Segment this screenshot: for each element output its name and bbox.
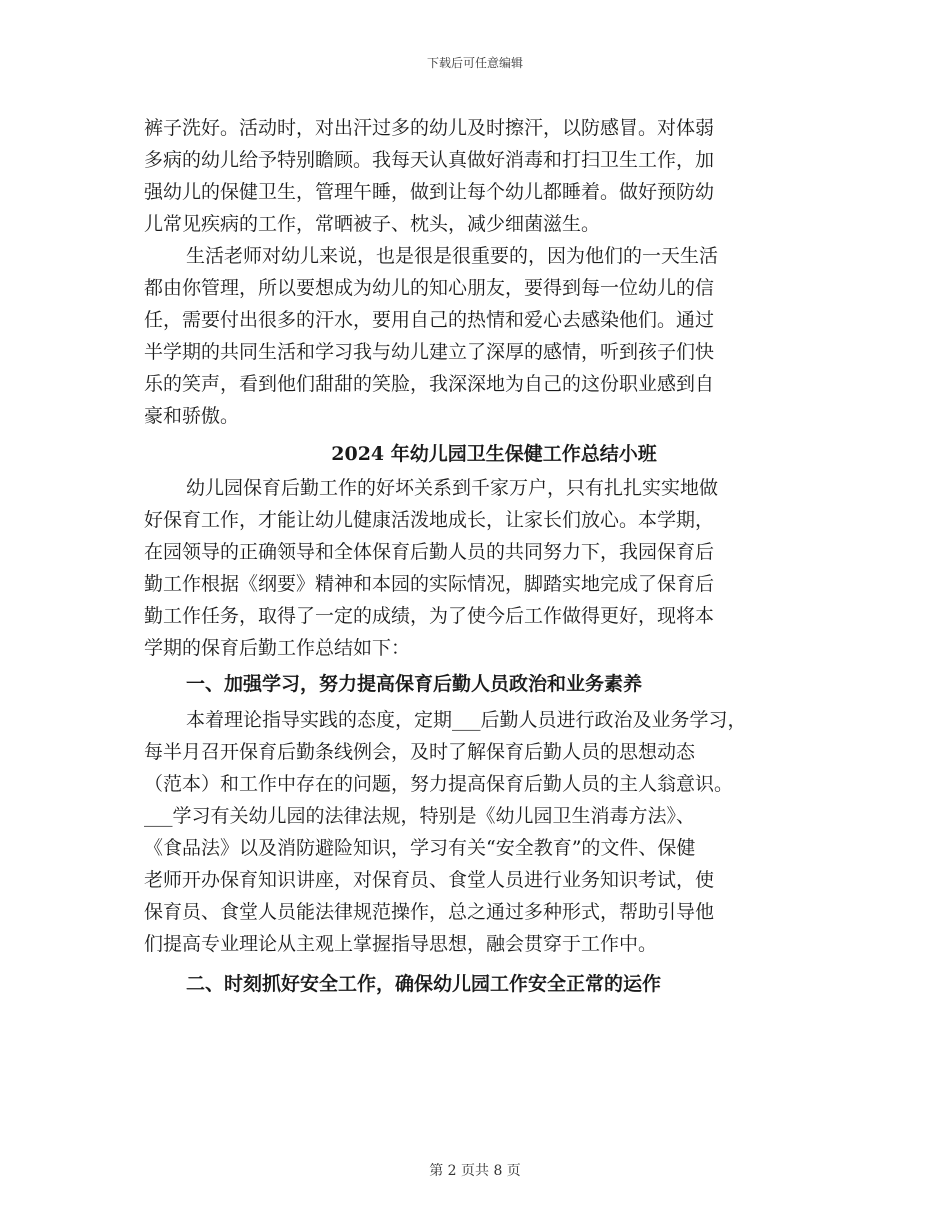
text-line: 在园领导的正确领导和全体保育后勤人员的共同努力下，我园保育后 — [144, 541, 715, 563]
text-line: 勤工作任务，取得了一定的成绩，为了使今后工作做得更好，现将本 — [144, 605, 715, 627]
page-footer: 第 2 页共 8 页 — [429, 1163, 521, 1179]
text-line: 学期的保育后勤工作总结如下： — [144, 637, 411, 659]
text-line: 多病的幼儿给予特别瞻顾。我每天认真做好消毒和打扫卫生工作，加 — [144, 149, 715, 171]
paragraph-2 — [144, 240, 814, 432]
text-line: 每半月召开保育后勤条线例会，及时了解保育后勤人员的思想动态 — [144, 741, 696, 763]
heading-1: 一、加强学习，努力提高保育后勤人员政治和业务素养 — [186, 673, 643, 695]
text-line: 乐的笑声，看到他们甜甜的笑脸，我深深地为自己的这份职业感到自 — [144, 373, 715, 395]
paragraph-1 — [144, 112, 814, 240]
document-body — [144, 112, 814, 1004]
text-line: 都由你管理，所以要想成为幼儿的知心朋友，要得到每一位幼儿的信 — [144, 277, 715, 299]
text-line: 生活老师对幼儿来说，也是很是很重要的，因为他们的一天生活 — [186, 245, 719, 267]
text-line: 勤工作根据《纲要》精神和本园的实际情况，脚踏实地完成了保育后 — [144, 573, 715, 595]
text-line: 任，需要付出很多的汗水，要用自己的热情和爱心去感染他们。通过 — [144, 309, 715, 331]
heading-2: 二、时刻抓好安全工作，确保幼儿园工作安全正常的运作 — [186, 973, 662, 995]
text-line: 本着理论指导实践的态度，定期___后勤人员进行政治及业务学习， — [186, 709, 747, 731]
text-line: 们提高专业理论从主观上掌握指导思想，融会贯穿于工作中。 — [144, 933, 658, 955]
paragraph-3 — [144, 472, 814, 664]
text-line: 强幼儿的保健卫生，管理午睡，做到让每个幼儿都睡着。做好预防幼 — [144, 181, 715, 203]
text-line: （范本）和工作中存在的问题，努力提高保育后勤人员的主人翁意识。 — [144, 773, 734, 795]
text-line: 裤子洗好。活动时，对出汗过多的幼儿及时擦汗，以防感冒。对体弱 — [144, 117, 715, 139]
section-title: 2024 年幼儿园卫生保健工作总结小班 — [331, 443, 657, 465]
text-line: 好保育工作，才能让幼儿健康活泼地成长，让家长们放心。本学期， — [144, 509, 715, 531]
text-line: 儿常见疾病的工作，常晒被子、枕头，减少细菌滋生。 — [144, 213, 601, 235]
text-line: 老师开办保育知识讲座，对保育员、食堂人员进行业务知识考试，使 — [144, 869, 715, 891]
text-line: 幼儿园保育后勤工作的好坏关系到千家万户，只有扎扎实实地做 — [186, 477, 719, 499]
text-line: ___学习有关幼儿园的法律法规，特别是《幼儿园卫生消毒方法》、 — [144, 805, 696, 827]
paragraph-4 — [144, 704, 814, 960]
page-header: 下载后可任意编辑 — [426, 56, 523, 70]
text-line: 豪和骄傲。 — [144, 405, 240, 427]
text-line: 保育员、食堂人员能法律规范操作，总之通过多种形式，帮助引导他 — [144, 901, 715, 923]
text-line: 《食品法》以及消防避险知识，学习有关“安全教育”的文件、保健 — [144, 837, 696, 859]
text-line: 半学期的共同生活和学习我与幼儿建立了深厚的感情，听到孩子们快 — [144, 341, 715, 363]
